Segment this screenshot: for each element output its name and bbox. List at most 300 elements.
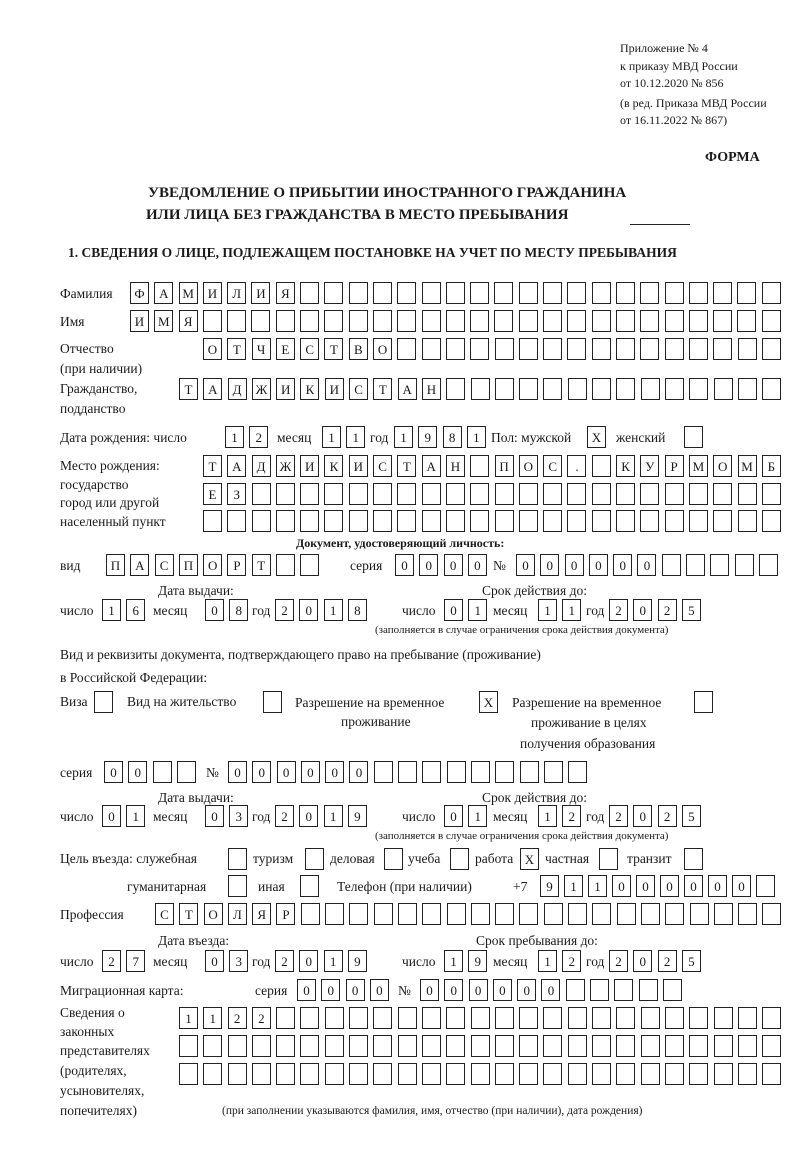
char-cell[interactable]: [228, 848, 247, 870]
char-cell[interactable]: Т: [179, 378, 198, 400]
char-cell[interactable]: [471, 903, 490, 925]
char-cell[interactable]: [252, 483, 271, 505]
char-cell[interactable]: [567, 310, 586, 332]
right-issue-year[interactable]: [275, 805, 367, 827]
char-cell[interactable]: С: [543, 455, 562, 477]
char-cell[interactable]: [567, 282, 586, 304]
char-cell[interactable]: [592, 1063, 611, 1085]
char-cell[interactable]: 1: [179, 1007, 198, 1029]
char-cell[interactable]: [179, 1063, 198, 1085]
char-cell[interactable]: 2: [609, 950, 628, 972]
char-cell[interactable]: [398, 1063, 417, 1085]
char-cell[interactable]: О: [713, 455, 732, 477]
char-cell[interactable]: О: [203, 554, 222, 576]
purpose-humanitarian-checkbox[interactable]: [228, 875, 247, 897]
char-cell[interactable]: [325, 1063, 344, 1085]
char-cell[interactable]: [300, 282, 319, 304]
char-cell[interactable]: [276, 483, 295, 505]
char-cell[interactable]: [422, 903, 441, 925]
reps-row1[interactable]: [179, 1007, 781, 1029]
doc-valid-day[interactable]: [444, 599, 487, 621]
char-cell[interactable]: [300, 510, 319, 532]
char-cell[interactable]: [397, 483, 416, 505]
char-cell[interactable]: [735, 554, 754, 576]
char-cell[interactable]: 1: [538, 950, 557, 972]
doc-issue-day[interactable]: [102, 599, 145, 621]
char-cell[interactable]: [519, 1063, 538, 1085]
right-valid-year[interactable]: [609, 805, 701, 827]
char-cell[interactable]: [614, 979, 633, 1001]
char-cell[interactable]: [203, 310, 222, 332]
char-cell[interactable]: [616, 510, 635, 532]
char-cell[interactable]: 0: [349, 761, 368, 783]
char-cell[interactable]: М: [689, 455, 708, 477]
char-cell[interactable]: 0: [633, 950, 652, 972]
char-cell[interactable]: [543, 282, 562, 304]
char-cell[interactable]: [568, 1063, 587, 1085]
char-cell[interactable]: Ф: [130, 282, 149, 304]
char-cell[interactable]: [374, 761, 393, 783]
char-cell[interactable]: X: [520, 848, 539, 870]
char-cell[interactable]: [568, 378, 587, 400]
char-cell[interactable]: [639, 979, 658, 1001]
char-cell[interactable]: [494, 310, 513, 332]
char-cell[interactable]: [519, 378, 538, 400]
char-cell[interactable]: 0: [612, 875, 631, 897]
char-cell[interactable]: Т: [252, 554, 271, 576]
char-cell[interactable]: [300, 310, 319, 332]
char-cell[interactable]: [738, 1063, 757, 1085]
char-cell[interactable]: [203, 1035, 222, 1057]
char-cell[interactable]: И: [130, 310, 149, 332]
char-cell[interactable]: [543, 310, 562, 332]
char-cell[interactable]: А: [398, 378, 417, 400]
stay-day[interactable]: [444, 950, 487, 972]
char-cell[interactable]: [759, 554, 778, 576]
char-cell[interactable]: [617, 903, 636, 925]
char-cell[interactable]: Т: [397, 455, 416, 477]
doc-series-field[interactable]: [395, 554, 487, 576]
purpose-official-checkbox[interactable]: [228, 848, 247, 870]
char-cell[interactable]: 0: [444, 599, 463, 621]
char-cell[interactable]: 2: [562, 805, 581, 827]
char-cell[interactable]: К: [324, 455, 343, 477]
char-cell[interactable]: [495, 1007, 514, 1029]
char-cell[interactable]: 0: [299, 805, 318, 827]
char-cell[interactable]: 1: [562, 599, 581, 621]
char-cell[interactable]: 0: [517, 979, 536, 1001]
char-cell[interactable]: [495, 903, 514, 925]
char-cell[interactable]: [397, 282, 416, 304]
char-cell[interactable]: 1: [538, 599, 557, 621]
char-cell[interactable]: Р: [227, 554, 246, 576]
char-cell[interactable]: [228, 1063, 247, 1085]
char-cell[interactable]: [543, 510, 562, 532]
char-cell[interactable]: [153, 761, 172, 783]
char-cell[interactable]: 0: [128, 761, 147, 783]
char-cell[interactable]: [737, 310, 756, 332]
char-cell[interactable]: 0: [297, 979, 316, 1001]
stay-month[interactable]: [538, 950, 581, 972]
char-cell[interactable]: Б: [762, 455, 781, 477]
char-cell[interactable]: С: [373, 455, 392, 477]
char-cell[interactable]: [592, 338, 611, 360]
purpose-study-checkbox[interactable]: [450, 848, 469, 870]
char-cell[interactable]: [713, 282, 732, 304]
char-cell[interactable]: [689, 1035, 708, 1057]
char-cell[interactable]: [689, 1007, 708, 1029]
char-cell[interactable]: [447, 903, 466, 925]
char-cell[interactable]: 0: [346, 979, 365, 1001]
char-cell[interactable]: [738, 903, 757, 925]
char-cell[interactable]: Я: [179, 310, 198, 332]
char-cell[interactable]: [640, 282, 659, 304]
char-cell[interactable]: Р: [665, 455, 684, 477]
char-cell[interactable]: П: [179, 554, 198, 576]
char-cell[interactable]: [471, 1063, 490, 1085]
char-cell[interactable]: [641, 1007, 660, 1029]
char-cell[interactable]: 1: [225, 426, 244, 448]
char-cell[interactable]: [384, 848, 403, 870]
char-cell[interactable]: 0: [277, 761, 296, 783]
char-cell[interactable]: [471, 1007, 490, 1029]
char-cell[interactable]: [397, 310, 416, 332]
char-cell[interactable]: 0: [708, 875, 727, 897]
char-cell[interactable]: 0: [732, 875, 751, 897]
char-cell[interactable]: 3: [229, 805, 248, 827]
char-cell[interactable]: [276, 1035, 295, 1057]
char-cell[interactable]: [616, 338, 635, 360]
char-cell[interactable]: [446, 483, 465, 505]
char-cell[interactable]: Л: [228, 903, 247, 925]
char-cell[interactable]: [324, 483, 343, 505]
char-cell[interactable]: Д: [252, 455, 271, 477]
char-cell[interactable]: [324, 310, 343, 332]
char-cell[interactable]: 8: [443, 426, 462, 448]
char-cell[interactable]: 0: [633, 805, 652, 827]
char-cell[interactable]: 0: [444, 979, 463, 1001]
char-cell[interactable]: А: [422, 455, 441, 477]
char-cell[interactable]: [738, 378, 757, 400]
char-cell[interactable]: [762, 1007, 781, 1029]
char-cell[interactable]: 0: [493, 979, 512, 1001]
char-cell[interactable]: 0: [684, 875, 703, 897]
char-cell[interactable]: 0: [469, 979, 488, 1001]
char-cell[interactable]: 2: [562, 950, 581, 972]
char-cell[interactable]: [177, 761, 196, 783]
char-cell[interactable]: О: [204, 903, 223, 925]
char-cell[interactable]: [422, 483, 441, 505]
char-cell[interactable]: [616, 483, 635, 505]
char-cell[interactable]: [762, 338, 781, 360]
char-cell[interactable]: [738, 338, 757, 360]
purpose-private-checkbox[interactable]: [599, 848, 618, 870]
char-cell[interactable]: 1: [564, 875, 583, 897]
char-cell[interactable]: В: [349, 338, 368, 360]
char-cell[interactable]: [616, 282, 635, 304]
char-cell[interactable]: [228, 1035, 247, 1057]
char-cell[interactable]: Н: [446, 455, 465, 477]
char-cell[interactable]: 2: [658, 950, 677, 972]
char-cell[interactable]: X: [587, 426, 606, 448]
char-cell[interactable]: [203, 1063, 222, 1085]
char-cell[interactable]: [640, 310, 659, 332]
char-cell[interactable]: П: [106, 554, 125, 576]
char-cell[interactable]: 5: [682, 950, 701, 972]
char-cell[interactable]: Т: [203, 455, 222, 477]
char-cell[interactable]: [398, 903, 417, 925]
char-cell[interactable]: [373, 510, 392, 532]
char-cell[interactable]: [640, 510, 659, 532]
char-cell[interactable]: М: [179, 282, 198, 304]
sex-female-checkbox[interactable]: [684, 426, 703, 448]
char-cell[interactable]: [762, 282, 781, 304]
char-cell[interactable]: [276, 310, 295, 332]
char-cell[interactable]: [519, 1035, 538, 1057]
char-cell[interactable]: [762, 310, 781, 332]
char-cell[interactable]: [276, 1007, 295, 1029]
char-cell[interactable]: [640, 483, 659, 505]
char-cell[interactable]: [446, 510, 465, 532]
char-cell[interactable]: [665, 903, 684, 925]
char-cell[interactable]: [470, 310, 489, 332]
char-cell[interactable]: [567, 338, 586, 360]
char-cell[interactable]: 2: [249, 426, 268, 448]
char-cell[interactable]: [665, 510, 684, 532]
doc-issue-year[interactable]: [275, 599, 367, 621]
doc-valid-year[interactable]: [609, 599, 701, 621]
char-cell[interactable]: С: [155, 903, 174, 925]
char-cell[interactable]: [495, 510, 514, 532]
char-cell[interactable]: [495, 338, 514, 360]
char-cell[interactable]: 1: [102, 599, 121, 621]
char-cell[interactable]: [495, 378, 514, 400]
char-cell[interactable]: [592, 510, 611, 532]
char-cell[interactable]: [470, 510, 489, 532]
char-cell[interactable]: [689, 310, 708, 332]
char-cell[interactable]: [520, 761, 539, 783]
mc-series-field[interactable]: [297, 979, 389, 1001]
char-cell[interactable]: 1: [346, 426, 365, 448]
char-cell[interactable]: 9: [468, 950, 487, 972]
char-cell[interactable]: [495, 1063, 514, 1085]
char-cell[interactable]: 0: [321, 979, 340, 1001]
char-cell[interactable]: А: [154, 282, 173, 304]
char-cell[interactable]: 1: [468, 599, 487, 621]
char-cell[interactable]: С: [349, 378, 368, 400]
char-cell[interactable]: [543, 1063, 562, 1085]
char-cell[interactable]: [640, 338, 659, 360]
char-cell[interactable]: [349, 310, 368, 332]
char-cell[interactable]: [446, 338, 465, 360]
char-cell[interactable]: 8: [229, 599, 248, 621]
char-cell[interactable]: 0: [540, 554, 559, 576]
char-cell[interactable]: [471, 1035, 490, 1057]
profession-field[interactable]: [155, 903, 781, 925]
char-cell[interactable]: [713, 338, 732, 360]
char-cell[interactable]: [471, 761, 490, 783]
char-cell[interactable]: [713, 483, 732, 505]
char-cell[interactable]: О: [203, 338, 222, 360]
citizenship-field[interactable]: [179, 378, 781, 400]
char-cell[interactable]: [373, 1007, 392, 1029]
char-cell[interactable]: 0: [370, 979, 389, 1001]
char-cell[interactable]: [349, 1063, 368, 1085]
char-cell[interactable]: 2: [609, 599, 628, 621]
char-cell[interactable]: 1: [538, 805, 557, 827]
char-cell[interactable]: 0: [516, 554, 535, 576]
char-cell[interactable]: [737, 282, 756, 304]
char-cell[interactable]: [301, 903, 320, 925]
char-cell[interactable]: 0: [325, 761, 344, 783]
char-cell[interactable]: 0: [637, 554, 656, 576]
char-cell[interactable]: [300, 1007, 319, 1029]
char-cell[interactable]: 7: [126, 950, 145, 972]
char-cell[interactable]: 0: [102, 805, 121, 827]
char-cell[interactable]: 0: [395, 554, 414, 576]
char-cell[interactable]: [714, 1007, 733, 1029]
char-cell[interactable]: [373, 1035, 392, 1057]
char-cell[interactable]: З: [227, 483, 246, 505]
char-cell[interactable]: [227, 510, 246, 532]
char-cell[interactable]: [592, 310, 611, 332]
char-cell[interactable]: [665, 1007, 684, 1029]
char-cell[interactable]: [568, 1035, 587, 1057]
char-cell[interactable]: [665, 310, 684, 332]
mc-number-field[interactable]: [420, 979, 682, 1001]
char-cell[interactable]: [519, 903, 538, 925]
char-cell[interactable]: А: [203, 378, 222, 400]
char-cell[interactable]: Е: [276, 338, 295, 360]
char-cell[interactable]: Ж: [252, 378, 271, 400]
char-cell[interactable]: [519, 310, 538, 332]
char-cell[interactable]: 0: [589, 554, 608, 576]
char-cell[interactable]: Ж: [276, 455, 295, 477]
char-cell[interactable]: О: [519, 455, 538, 477]
char-cell[interactable]: Л: [227, 282, 246, 304]
char-cell[interactable]: У: [640, 455, 659, 477]
char-cell[interactable]: [714, 903, 733, 925]
char-cell[interactable]: 8: [348, 599, 367, 621]
char-cell[interactable]: [568, 1007, 587, 1029]
char-cell[interactable]: [713, 310, 732, 332]
char-cell[interactable]: 2: [658, 599, 677, 621]
char-cell[interactable]: [592, 903, 611, 925]
char-cell[interactable]: К: [300, 378, 319, 400]
char-cell[interactable]: [276, 510, 295, 532]
char-cell[interactable]: 0: [633, 599, 652, 621]
char-cell[interactable]: 0: [252, 761, 271, 783]
char-cell[interactable]: [665, 338, 684, 360]
char-cell[interactable]: [665, 378, 684, 400]
doc-kind-field[interactable]: [106, 554, 319, 576]
char-cell[interactable]: [663, 979, 682, 1001]
char-cell[interactable]: Д: [228, 378, 247, 400]
char-cell[interactable]: И: [300, 455, 319, 477]
char-cell[interactable]: 1: [203, 1007, 222, 1029]
char-cell[interactable]: 1: [324, 805, 343, 827]
char-cell[interactable]: [397, 338, 416, 360]
char-cell[interactable]: 0: [660, 875, 679, 897]
char-cell[interactable]: С: [155, 554, 174, 576]
right-issue-day[interactable]: [102, 805, 145, 827]
char-cell[interactable]: 2: [275, 950, 294, 972]
right-valid-day[interactable]: [444, 805, 487, 827]
char-cell[interactable]: [616, 1063, 635, 1085]
char-cell[interactable]: Н: [422, 378, 441, 400]
char-cell[interactable]: Я: [252, 903, 271, 925]
char-cell[interactable]: [349, 903, 368, 925]
char-cell[interactable]: [762, 1063, 781, 1085]
char-cell[interactable]: [684, 426, 703, 448]
char-cell[interactable]: [446, 378, 465, 400]
char-cell[interactable]: [471, 378, 490, 400]
char-cell[interactable]: [94, 691, 113, 713]
residence-checkbox[interactable]: [263, 691, 282, 713]
char-cell[interactable]: 0: [205, 805, 224, 827]
char-cell[interactable]: [665, 1035, 684, 1057]
phone-field[interactable]: [540, 875, 775, 897]
right-valid-month[interactable]: [538, 805, 581, 827]
char-cell[interactable]: 0: [104, 761, 123, 783]
entry-year[interactable]: [275, 950, 367, 972]
char-cell[interactable]: М: [738, 455, 757, 477]
sex-male-checkbox[interactable]: [587, 426, 606, 448]
char-cell[interactable]: 0: [419, 554, 438, 576]
char-cell[interactable]: [397, 510, 416, 532]
char-cell[interactable]: 2: [275, 599, 294, 621]
char-cell[interactable]: 2: [275, 805, 294, 827]
char-cell[interactable]: 1: [588, 875, 607, 897]
char-cell[interactable]: Я: [276, 282, 295, 304]
char-cell[interactable]: 0: [565, 554, 584, 576]
char-cell[interactable]: [689, 510, 708, 532]
char-cell[interactable]: [373, 310, 392, 332]
char-cell[interactable]: [544, 761, 563, 783]
char-cell[interactable]: 0: [636, 875, 655, 897]
char-cell[interactable]: 9: [348, 805, 367, 827]
char-cell[interactable]: [519, 510, 538, 532]
char-cell[interactable]: [592, 378, 611, 400]
char-cell[interactable]: [447, 761, 466, 783]
char-cell[interactable]: Т: [179, 903, 198, 925]
char-cell[interactable]: 2: [228, 1007, 247, 1029]
char-cell[interactable]: [300, 1035, 319, 1057]
char-cell[interactable]: [566, 979, 585, 1001]
char-cell[interactable]: [762, 483, 781, 505]
char-cell[interactable]: 3: [229, 950, 248, 972]
char-cell[interactable]: 9: [348, 950, 367, 972]
char-cell[interactable]: [349, 1035, 368, 1057]
char-cell[interactable]: [450, 848, 469, 870]
char-cell[interactable]: [349, 282, 368, 304]
right-issue-month[interactable]: [205, 805, 248, 827]
char-cell[interactable]: Ч: [252, 338, 271, 360]
char-cell[interactable]: [446, 282, 465, 304]
char-cell[interactable]: [305, 848, 324, 870]
doc-issue-month[interactable]: [205, 599, 248, 621]
char-cell[interactable]: 0: [444, 554, 463, 576]
char-cell[interactable]: [227, 310, 246, 332]
reps-row3[interactable]: [179, 1063, 781, 1085]
char-cell[interactable]: 2: [102, 950, 121, 972]
char-cell[interactable]: [446, 310, 465, 332]
char-cell[interactable]: [592, 1035, 611, 1057]
purpose-business-checkbox[interactable]: [384, 848, 403, 870]
char-cell[interactable]: [519, 338, 538, 360]
char-cell[interactable]: 0: [541, 979, 560, 1001]
char-cell[interactable]: [470, 282, 489, 304]
